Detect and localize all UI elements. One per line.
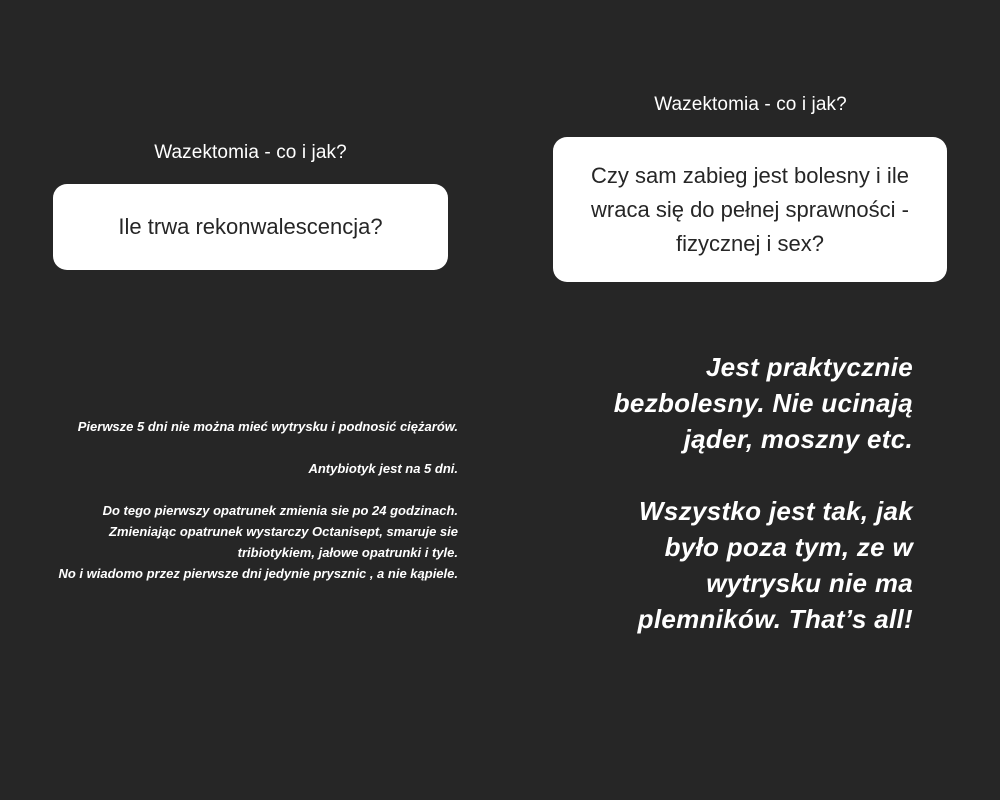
answer-paragraph: Antybiotyk jest na 5 dni. <box>308 461 458 476</box>
question-text: Ile trwa rekonwalescencja? <box>118 214 383 239</box>
question-sticker-title: Wazektomia - co i jak? <box>154 142 347 163</box>
story-right <box>500 0 1000 800</box>
question-text: Czy sam zabieg jest bolesny i ile wraca się do pełnej sprawności - fizycznej i sex? <box>591 162 909 256</box>
answer-text <box>50 416 458 584</box>
answer-text <box>580 349 913 637</box>
question-card <box>53 184 448 270</box>
answer-paragraph: Jest praktycznie bezbolesny. Nie ucinają jąder, moszny etc. <box>613 352 913 454</box>
answer-paragraph: Wszystko jest tak, jak było poza tym, ze w wytrysku nie ma plemników. That’s all! <box>637 496 913 634</box>
answer-paragraph: Do tego pierwszy opatrunek zmienia sie po 24 godzinach. Zmieniając opatrunek wystarczy Octanisept, smaruje sie tribiotykiem, jałowe opatrunki i tyle. No i wiadomo przez pierwsze dni jedynie prysznic , a nie kąpiele. <box>58 503 458 581</box>
question-card <box>553 137 947 282</box>
answer-paragraph: Pierwsze 5 dni nie można mieć wytrysku i podnosić ciężarów. <box>77 419 458 434</box>
question-sticker-title: Wazektomia - co i jak? <box>654 94 847 115</box>
